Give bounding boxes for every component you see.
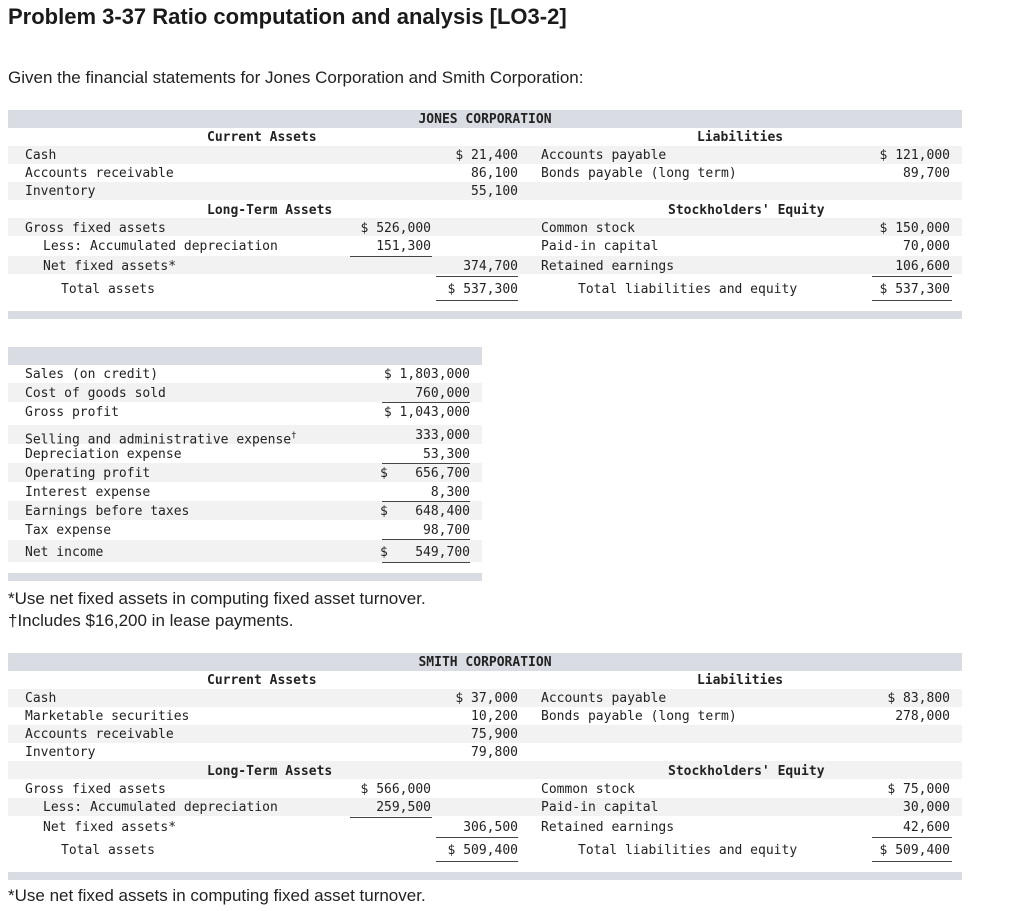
- cogs-value: 760,000: [415, 386, 470, 401]
- cash-label: Cash: [25, 691, 57, 706]
- accounts-payable-label: Accounts payable: [541, 691, 667, 706]
- gross-profit-label: Gross profit: [25, 405, 119, 420]
- accumulated-depreciation-label: Less: Accumulated depreciation: [43, 800, 278, 815]
- total-liabilities-equity-value: $ 537,300: [879, 282, 950, 297]
- stockholders-equity-header: Stockholders' Equity: [668, 203, 825, 218]
- paid-in-capital-value: 30,000: [903, 800, 950, 815]
- smith-note-net-fixed-assets: *Use net fixed assets in computing fixed asset turnover.: [8, 886, 426, 905]
- inventory-label: Inventory: [25, 745, 96, 760]
- paid-in-capital-label: Paid-in capital: [541, 239, 659, 254]
- jones-note-lease: †Includes $16,200 in lease payments.: [8, 611, 294, 630]
- gross-profit-value: $ 1,043,000: [383, 405, 470, 420]
- accumulated-depreciation-label: Less: Accumulated depreciation: [43, 239, 278, 254]
- current-assets-header: Current Assets: [207, 673, 317, 688]
- total-liabilities-equity-value: $ 509,400: [879, 843, 950, 858]
- accounts-receivable-label: Accounts receivable: [25, 727, 174, 742]
- gross-fixed-assets-label: Gross fixed assets: [25, 782, 166, 797]
- gross-fixed-assets-label: Gross fixed assets: [25, 221, 166, 236]
- cogs-label: Cost of goods sold: [25, 386, 166, 401]
- common-stock-value: $ 75,000: [887, 782, 950, 797]
- cash-value: $ 21,400: [455, 148, 518, 163]
- paid-in-capital-value: 70,000: [903, 239, 950, 254]
- net-income-label: Net income: [25, 545, 104, 560]
- operating-profit-value: 656,700: [415, 466, 470, 481]
- inventory-value: 79,800: [471, 745, 518, 760]
- net-fixed-assets-label: Net fixed assets*: [43, 820, 177, 835]
- total-assets-label: Total assets: [61, 282, 155, 297]
- net-income-dollar: $: [380, 545, 388, 560]
- problem-title: Problem 3-37 Ratio computation and analysis [LO3-2]: [8, 4, 567, 29]
- total-assets-value: $ 537,300: [447, 282, 518, 297]
- accounts-receivable-value: 86,100: [471, 166, 518, 181]
- inventory-label: Inventory: [25, 184, 96, 199]
- interest-expense-label: Interest expense: [25, 485, 151, 500]
- selling-admin-text: Selling and administrative expense: [25, 432, 292, 448]
- stockholders-equity-header: Stockholders' Equity: [668, 764, 825, 779]
- tax-expense-value: 98,700: [423, 523, 470, 538]
- ebt-dollar: $: [380, 504, 388, 519]
- marketable-securities-label: Marketable securities: [25, 709, 190, 724]
- intro-text: Given the financial statements for Jones Corporation and Smith Corporation:: [8, 68, 584, 87]
- operating-profit-label: Operating profit: [25, 466, 151, 481]
- accounts-payable-label: Accounts payable: [541, 148, 667, 163]
- bonds-payable-label: Bonds payable (long term): [541, 709, 737, 724]
- long-term-assets-header: Long-Term Assets: [207, 764, 333, 779]
- liabilities-header: Liabilities: [697, 673, 784, 688]
- depreciation-expense-label: Depreciation expense: [25, 447, 182, 462]
- accounts-payable-value: $ 83,800: [887, 691, 950, 706]
- total-liabilities-equity-label: Total liabilities and equity: [578, 843, 798, 858]
- retained-earnings-value: 106,600: [895, 259, 950, 274]
- smith-corp-name: SMITH CORPORATION: [418, 655, 552, 670]
- liabilities-header: Liabilities: [697, 130, 784, 145]
- accounts-receivable-label: Accounts receivable: [25, 166, 174, 181]
- bonds-payable-label: Bonds payable (long term): [541, 166, 737, 181]
- current-assets-header: Current Assets: [207, 130, 317, 145]
- paid-in-capital-label: Paid-in capital: [541, 800, 659, 815]
- bonds-payable-value: 89,700: [903, 166, 950, 181]
- dagger-mark: †: [291, 431, 297, 441]
- ebt-label: Earnings before taxes: [25, 504, 190, 519]
- inventory-value: 55,100: [471, 184, 518, 199]
- retained-earnings-label: Retained earnings: [541, 259, 675, 274]
- accounts-payable-value: $ 121,000: [879, 148, 950, 163]
- bonds-payable-value: 278,000: [895, 709, 950, 724]
- total-liabilities-equity-label: Total liabilities and equity: [578, 282, 798, 297]
- net-fixed-assets-label: Net fixed assets*: [43, 259, 177, 274]
- sales-label: Sales (on credit): [25, 367, 159, 382]
- tax-expense-label: Tax expense: [25, 523, 112, 538]
- total-assets-label: Total assets: [61, 843, 155, 858]
- common-stock-value: $ 150,000: [879, 221, 950, 236]
- gross-fixed-assets-value: $ 566,000: [360, 782, 431, 797]
- long-term-assets-header: Long-Term Assets: [207, 203, 333, 218]
- net-fixed-assets-value: 306,500: [463, 820, 518, 835]
- accounts-receivable-value: 75,900: [471, 727, 518, 742]
- cash-label: Cash: [25, 148, 57, 163]
- net-fixed-assets-value: 374,700: [463, 259, 518, 274]
- marketable-securities-value: 10,200: [471, 709, 518, 724]
- ebt-value: 648,400: [415, 504, 470, 519]
- net-income-value: 549,700: [415, 545, 470, 560]
- retained-earnings-label: Retained earnings: [541, 820, 675, 835]
- retained-earnings-value: 42,600: [903, 820, 950, 835]
- selling-admin-value: 333,000: [415, 428, 470, 443]
- gross-fixed-assets-value: $ 526,000: [360, 221, 431, 236]
- sales-value: $ 1,803,000: [383, 367, 470, 382]
- jones-corp-name: JONES CORPORATION: [418, 112, 552, 127]
- selling-admin-label: [25, 428, 297, 448]
- jones-note-net-fixed-assets: *Use net fixed assets in computing fixed asset turnover.: [8, 589, 426, 608]
- accumulated-depreciation-value: 259,500: [376, 800, 431, 815]
- accumulated-depreciation-value: 151,300: [376, 239, 431, 254]
- common-stock-label: Common stock: [541, 221, 635, 236]
- common-stock-label: Common stock: [541, 782, 635, 797]
- total-assets-value: $ 509,400: [447, 843, 518, 858]
- depreciation-expense-value: 53,300: [423, 447, 470, 462]
- cash-value: $ 37,000: [455, 691, 518, 706]
- operating-profit-dollar: $: [380, 466, 388, 481]
- interest-expense-value: 8,300: [430, 485, 470, 500]
